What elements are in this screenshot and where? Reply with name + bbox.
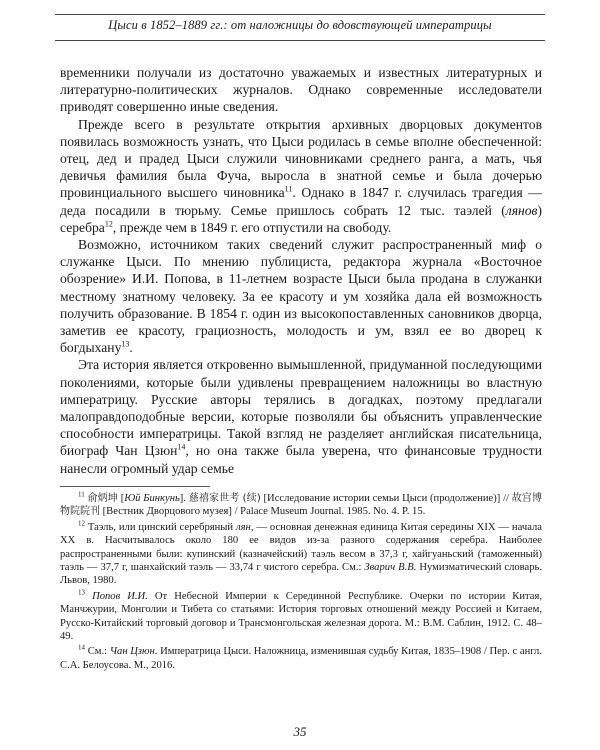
footnote-ref-12[interactable]: 12 (104, 219, 113, 229)
footnote-12-italic-a: лян (236, 521, 251, 533)
footnote-12-text-a: Таэль, или цинский серебряный (87, 521, 237, 533)
footnote-11-text-b: [Вестник Дворцового музея] / Palace Museum Journal. 1985. No. 4. P. 15. (102, 506, 426, 518)
footnote-13-text: От Небесной Империи к Серединной Республике. Очерки по истории Китая, Манчжурии, Монголии и Тибета со статьями: История торговых отношений между Россией и Китаем, Русско-Китайский торговый договор и Трансмонгольская железная дорога. М.: В.М. Саблин, 1912. С. 48–49. (60, 590, 543, 643)
paragraph-2-text-c: ) серебра (60, 202, 542, 235)
footnote-ref-13[interactable]: 13 (121, 339, 130, 349)
footnote-14-author: Чан Цзюн (109, 646, 155, 658)
footnotes (60, 492, 542, 674)
paragraph-2-italic: лянов (505, 202, 538, 218)
footnote-14-text-b: . Императрица Цыси. Наложница, изменившая судьбу Китая, 1835–1908 / Пер. с англ. С.А. Белоусова. М., 2016. (60, 646, 542, 671)
paragraph-3-text: Возможно, источником таких сведений служит распространенный миф о служанке Цыси. По мнению публициста, редактора журнала «Восточное обозрение» И.И. Попова, в 11-летнем возрасте Цыси была продана в служанки местному знатному человеку. За ее красоту и ум хозяйка дала ей возможность получить образование. В 1854 г. один из высокопоставленных сановников дворца, заметив ее красоту, грациозность, молодость и ум, взял ее во дворец к богдыхану (60, 237, 542, 356)
paragraph-4-text: Эта история является откровенно вымышленной, придуманной последующими поколениями, которые были удивлены превращением наложницы во властную императрицу. Русские авторы терялись в догадках, поэтому предлагали малоправдоподобные версии, которые позволяли бы объяснить управленческие способности императрицы. Такой взгляд не разделяет английская писательница, биограф Чан Цзюн (60, 357, 542, 459)
footnote-11-cjk-title: 慈禧家世考 (续) (188, 493, 261, 504)
footnote-11-author: Юй Бинкунь (124, 493, 180, 504)
footnote-number: 12 (78, 519, 85, 528)
footnote-ref-11[interactable]: 11 (284, 184, 293, 194)
footnote-12-text-b: , — основная денежная единица Китая середины XIX — начала XX в. Насчитывалось около 180 ее видов из-за разного содержания серебра. Наиболее распространенными были: купинский (казначейский) таэль весом в 37,3 г, хайгуаньский (таможенный) таэль — 37,7 г, шанхайский таэль — 33,74 г чистого серебра. См.: (60, 521, 542, 574)
footnote-number: 13 (78, 588, 85, 597)
footnote-number: 11 (78, 490, 85, 499)
paragraph-2-text-b: . Однако в 1847 г. случилась трагедия — деда посадили в тюрьму. Семье пришлось собрать 12 тыс. таэлей ( (60, 185, 542, 218)
footnote-13 (60, 590, 542, 644)
paragraph-2 (60, 116, 542, 236)
footnote-14 (60, 645, 542, 672)
footnote-11: $^{11}$ 俞炳坤 [Юй Бинкунь]. 慈禧家世考 (续) [Исследование истории семьи Цыси (продолжение)] // 故宫博物院院刊 [Вестник Дворцового музея] / Palace Museum Journal. 1985. No. 4. P. 15. (60, 490, 543, 518)
footnote-12-italic-b: Зварич В.В. (364, 562, 417, 574)
paragraph-4-text-b: , но она также была уверена, что финансовые трудности нанесли огромный удар семье (60, 443, 543, 476)
footnote-11-cjk-journal: 故宫博物院院刊 (60, 493, 543, 518)
footnote-12 (60, 521, 542, 588)
footnote-number: 14 (78, 643, 85, 652)
paragraph-4 (60, 356, 542, 476)
paragraph-1 (60, 64, 542, 116)
header-top-rule (55, 14, 545, 15)
footnote-14-text-a: См.: (87, 646, 110, 658)
main-text (60, 64, 542, 477)
footnote-11-cjk-author: 俞炳坤 (87, 493, 118, 504)
paragraph-1-text: временники получали из достаточно уважаемых и известных литературных и литературно-политических журналов. Однако современные исследователи приводят совершенно иные сведения. (60, 65, 542, 115)
paragraph-3 (60, 236, 542, 356)
running-title: Цыси в 1852–1889 гг.: от наложницы до вдовствующей императрицы (108, 18, 492, 32)
paragraph-3-text-b: . (129, 340, 133, 356)
footnote-12-text-c: Нумизматический словарь. Львов, 1980. (60, 562, 542, 587)
page-number: 35 (293, 724, 307, 739)
paragraph-2-text: Прежде всего в результате открытия архивных дворцовых документов появилась возможность узнать, что Цыси родилась в семье вполне обеспеченной: отец, дед и прадед Цыси служили чиновниками среднего ранга, а мать, чья девичья фамилия была Фуча, выросла в знатной семье и была дочерью провинциального высшего чиновника (60, 116, 542, 201)
footnote-13-author: Попов И.И. (92, 590, 148, 602)
footnote-ref-14[interactable]: 14 (177, 442, 186, 452)
paragraph-2-text-d: , прежде чем в 1849 г. его отпустили на свободу. (112, 219, 392, 235)
footnote-11-text-a: [Исследование истории семьи Цыси (продолжение)] // (263, 493, 509, 504)
header-bottom-rule (55, 40, 545, 41)
footnote-separator (60, 486, 210, 487)
